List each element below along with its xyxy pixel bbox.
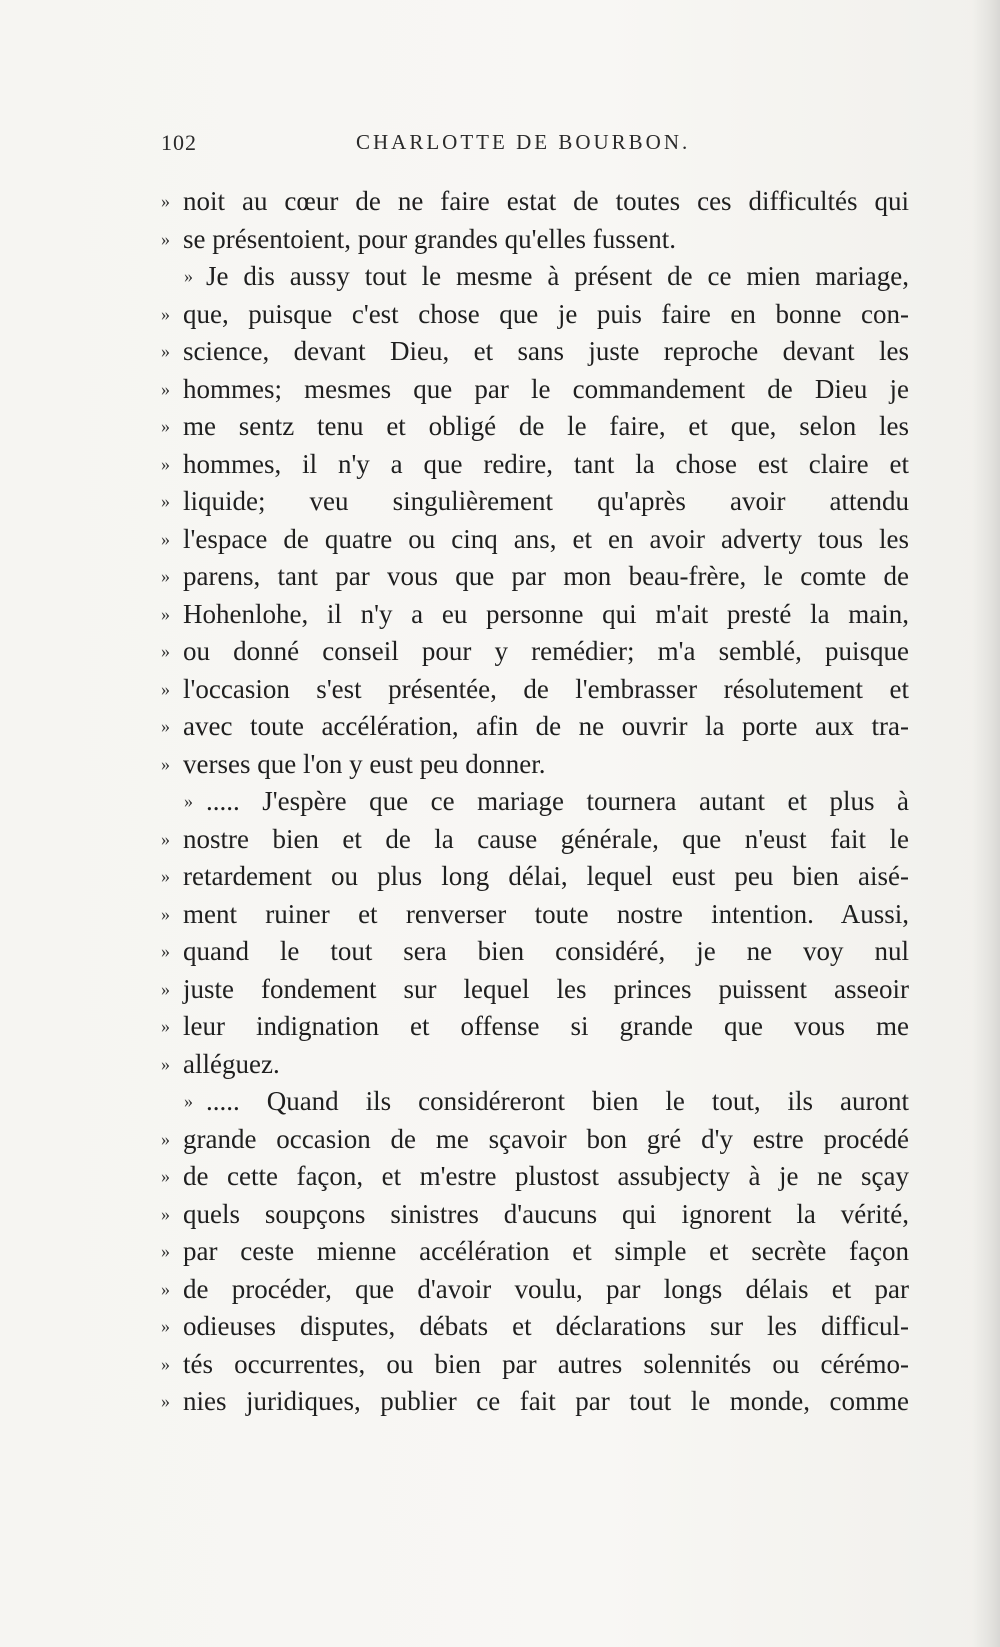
line-text: grande occasion de me sçavoir bon gré d'y estre procédé bbox=[183, 1123, 909, 1154]
quote-mark: » bbox=[161, 566, 170, 586]
text-line bbox=[161, 221, 909, 259]
text-line bbox=[161, 1233, 909, 1271]
running-title: CHARLOTTE DE BOURBON. bbox=[356, 130, 691, 154]
line-text: l'espace de quatre ou cinq ans, et en avoir adverty tous les bbox=[183, 523, 909, 554]
line-text: quels soupçons sinistres d'aucuns qui ignorent la vérité, bbox=[183, 1198, 909, 1229]
line-text: odieuses disputes, débats et déclarations sur les difficul- bbox=[183, 1311, 909, 1341]
text-line bbox=[161, 1008, 909, 1046]
line-text: de cette façon, et m'estre plustost assubjecty à je ne sçay bbox=[183, 1161, 909, 1191]
quote-mark: » bbox=[161, 678, 170, 699]
quote-mark: » bbox=[161, 341, 170, 361]
quote-mark: » bbox=[161, 191, 170, 211]
quote-mark: » bbox=[161, 1166, 170, 1186]
line-text: ment ruiner et renverser toute nostre intention. Aussi, bbox=[183, 898, 909, 929]
text-line bbox=[161, 783, 909, 821]
text-line bbox=[161, 746, 909, 784]
text-line bbox=[161, 821, 909, 859]
quote-mark: » bbox=[184, 266, 193, 286]
line-text: se présentoient, pour grandes qu'elles fussent. bbox=[183, 223, 676, 254]
line-text: tés occurrentes, ou bien par autres solennités ou cérémo- bbox=[183, 1348, 909, 1379]
line-text: que, puisque c'est chose que je puis faire en bonne con- bbox=[183, 298, 909, 329]
line-text: quand le tout sera bien considéré, je ne voy nul bbox=[183, 936, 909, 966]
quote-mark: » bbox=[161, 941, 170, 961]
line-text: science, devant Dieu, et sans juste reproche devant les bbox=[183, 336, 909, 366]
line-text: nies juridiques, publier ce fait par tout le monde, comme bbox=[183, 1386, 909, 1416]
quote-mark: » bbox=[161, 1128, 170, 1149]
page-header bbox=[161, 130, 910, 166]
quote-mark: » bbox=[161, 416, 170, 436]
line-text: l'occasion s'est présentée, de l'embrasser résolutement et bbox=[183, 673, 909, 704]
line-text: alléguez. bbox=[183, 1048, 280, 1079]
quote-mark: » bbox=[161, 641, 170, 661]
line-text: par ceste mienne accélération et simple et secrète façon bbox=[183, 1236, 909, 1266]
text-line bbox=[161, 296, 909, 334]
text-line bbox=[161, 446, 909, 484]
quote-mark: » bbox=[184, 791, 193, 811]
text-line bbox=[161, 371, 909, 409]
text-line bbox=[161, 258, 909, 296]
quote-mark: » bbox=[161, 1203, 170, 1224]
text-line bbox=[161, 971, 909, 1009]
line-text: noit au cœur de ne faire estat de toutes ces difficultés qui bbox=[183, 186, 909, 216]
quote-mark: » bbox=[161, 1353, 170, 1374]
quote-mark: » bbox=[161, 903, 170, 924]
quote-mark: » bbox=[161, 1241, 170, 1261]
line-text: parens, tant par vous que par mon beau-frère, le comte de bbox=[183, 561, 909, 591]
line-text: liquide; veu singulièrement qu'après avoir attendu bbox=[183, 486, 909, 516]
quote-mark: » bbox=[161, 491, 170, 511]
page-gutter-shadow bbox=[972, 0, 1000, 1647]
text-line bbox=[161, 633, 909, 671]
line-text: Je dis aussy tout le mesme à présent de ce mien mariage, bbox=[206, 261, 909, 291]
quote-mark: » bbox=[161, 378, 170, 399]
line-text: hommes, il n'y a que redire, tant la chose est claire et bbox=[183, 448, 909, 479]
quote-mark: » bbox=[161, 1316, 170, 1336]
quote-mark: » bbox=[161, 753, 170, 774]
quote-mark: » bbox=[161, 716, 170, 736]
text-line bbox=[161, 183, 909, 221]
page-number: 102 bbox=[161, 130, 197, 155]
text-line bbox=[161, 1346, 909, 1384]
line-text: verses que l'on y eust peu donner. bbox=[183, 748, 546, 779]
line-text: hommes; mesmes que par le commandement de Dieu je bbox=[183, 373, 909, 404]
line-text: avec toute accélération, afin de ne ouvrir la porte aux tra- bbox=[183, 711, 909, 741]
text-line bbox=[161, 1308, 909, 1346]
text-line bbox=[161, 521, 909, 559]
text-line bbox=[161, 858, 909, 896]
line-text: juste fondement sur lequel les princes puissent asseoir bbox=[183, 973, 909, 1004]
line-text: nostre bien et de la cause générale, que n'eust fait le bbox=[183, 823, 909, 854]
text-line bbox=[161, 408, 909, 446]
line-text: de procéder, que d'avoir voulu, par longs délais et par bbox=[183, 1273, 909, 1304]
quote-mark: » bbox=[161, 828, 170, 849]
text-line bbox=[161, 333, 909, 371]
line-text: me sentz tenu et obligé de le faire, et que, selon les bbox=[183, 411, 909, 441]
line-text: leur indignation et offense si grande que vous me bbox=[183, 1011, 909, 1041]
text-line bbox=[161, 671, 909, 709]
quote-mark: » bbox=[161, 866, 170, 886]
text-line bbox=[161, 1196, 909, 1234]
quote-mark: » bbox=[161, 1278, 170, 1299]
line-text: ..... Quand ils considéreront bien le tout, ils auront bbox=[206, 1086, 909, 1116]
text-line bbox=[161, 708, 909, 746]
text-line bbox=[161, 1121, 909, 1159]
quote-mark: » bbox=[161, 453, 170, 474]
quote-mark: » bbox=[161, 528, 170, 549]
text-line bbox=[161, 896, 909, 934]
text-line bbox=[161, 596, 909, 634]
body-text bbox=[161, 183, 909, 1421]
quote-mark: » bbox=[161, 603, 170, 624]
quote-mark: » bbox=[161, 228, 170, 249]
text-line bbox=[161, 1383, 909, 1421]
quote-mark: » bbox=[161, 1053, 170, 1074]
text-line bbox=[161, 483, 909, 521]
text-line bbox=[161, 1046, 909, 1084]
quote-mark: » bbox=[184, 1091, 193, 1111]
text-line bbox=[161, 558, 909, 596]
quote-mark: » bbox=[161, 1016, 170, 1036]
quote-mark: » bbox=[161, 303, 170, 324]
line-text: ou donné conseil pour y remédier; m'a semblé, puisque bbox=[183, 636, 909, 666]
text-line bbox=[161, 1083, 909, 1121]
text-line bbox=[161, 933, 909, 971]
quote-mark: » bbox=[161, 1391, 170, 1411]
line-text: retardement ou plus long délai, lequel eust peu bien aisé- bbox=[183, 861, 909, 891]
quote-mark: » bbox=[161, 978, 170, 999]
line-text: Hohenlohe, il n'y a eu personne qui m'ait presté la main, bbox=[183, 598, 909, 629]
text-line bbox=[161, 1271, 909, 1309]
text-line bbox=[161, 1158, 909, 1196]
line-text: ..... J'espère que ce mariage tournera autant et plus à bbox=[206, 786, 909, 816]
